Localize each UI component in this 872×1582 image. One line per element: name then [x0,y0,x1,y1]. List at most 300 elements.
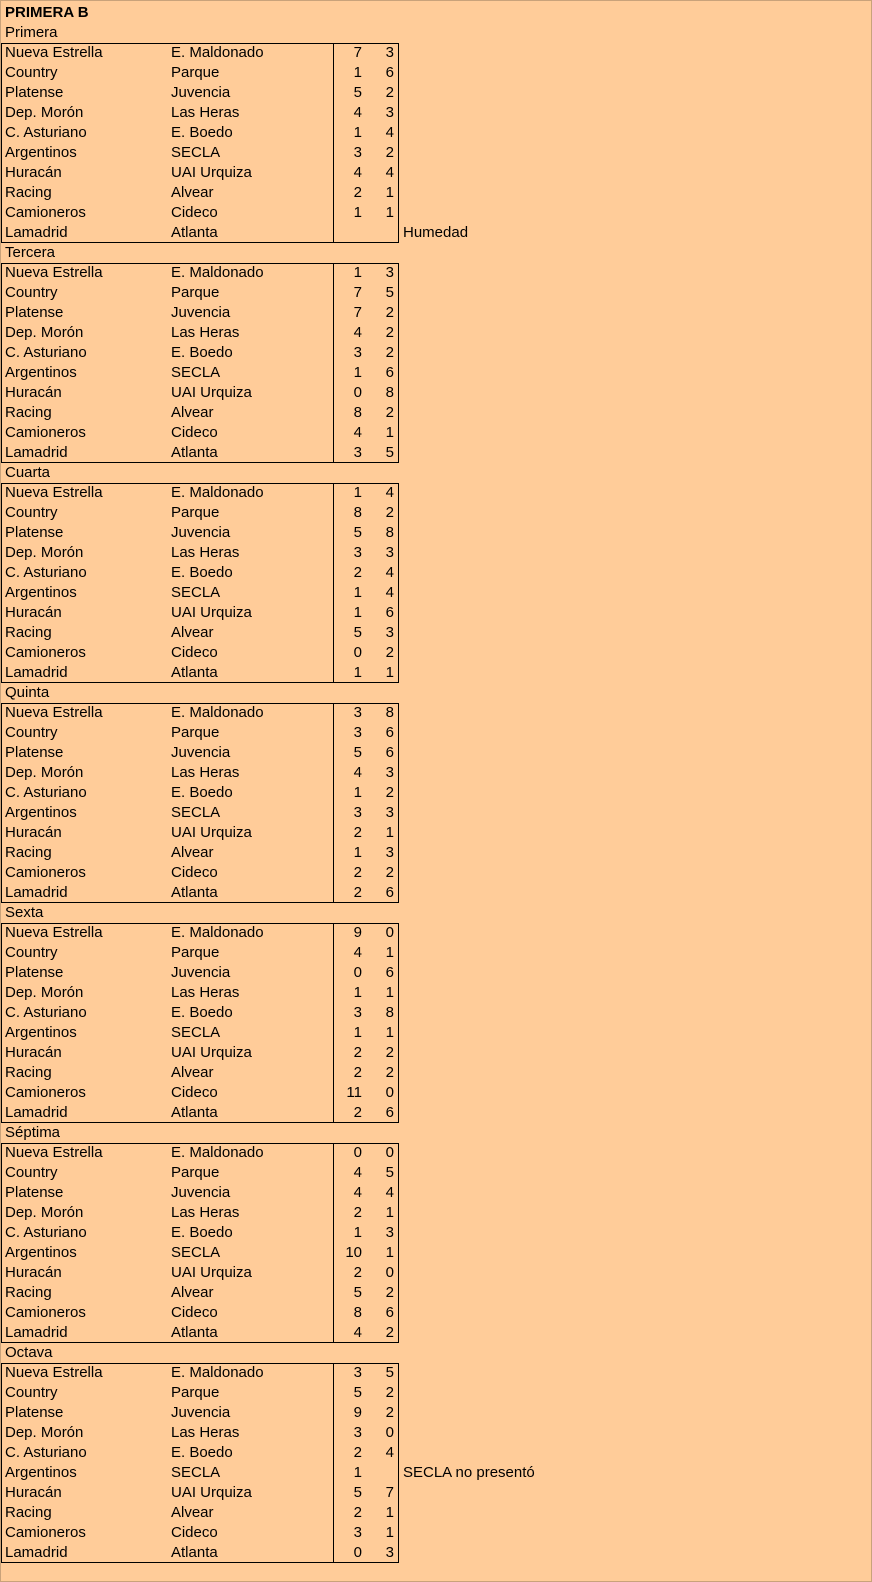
home-score: 5 [353,524,362,541]
match-row [1,1283,601,1303]
home-score: 1 [353,64,362,81]
home-score: 10 [345,1244,362,1261]
home-score: 3 [353,1004,362,1021]
home-score: 3 [353,704,362,721]
home-team: Racing [5,184,52,201]
home-score: 4 [353,1184,362,1201]
away-team: Parque [171,724,220,741]
away-team: Las Heras [171,984,240,1001]
home-score: 2 [353,1044,362,1061]
away-score: 1 [385,664,394,681]
away-team: E. Maldonado [171,704,264,721]
match-row [1,43,601,63]
home-team: C. Asturiano [5,1224,87,1241]
home-team: Argentinos [5,584,77,601]
away-score: 5 [385,1364,394,1381]
home-team: Platense [5,304,64,321]
away-score: 8 [385,524,394,541]
home-team: Nueva Estrella [5,704,103,721]
home-team: Racing [5,1504,52,1521]
home-team: Camioneros [5,864,86,881]
home-team: Argentinos [5,1464,77,1481]
match-table [1,43,469,243]
match-row [1,163,601,183]
away-score: 4 [385,164,394,181]
away-team: Atlanta [171,224,218,241]
home-team: Platense [5,1404,64,1421]
home-team: Racing [5,1284,52,1301]
away-score: 4 [385,1184,394,1201]
home-score: 3 [353,544,362,561]
match-row [1,1103,601,1123]
away-team: UAI Urquiza [171,164,252,181]
away-team: Atlanta [171,1104,218,1121]
home-team: Dep. Morón [5,544,84,561]
home-score: 2 [353,1064,362,1081]
away-score: 4 [385,484,394,501]
away-score: 1 [385,984,394,1001]
match-row [1,143,601,163]
home-team: Argentinos [5,1024,77,1041]
match-table [1,703,399,903]
home-team: Lamadrid [5,1544,68,1561]
category-label: Primera [5,24,58,41]
away-score: 4 [385,124,394,141]
away-score: 2 [385,644,394,661]
away-score: 6 [385,604,394,621]
match-row [1,563,601,583]
home-team: Nueva Estrella [5,264,103,281]
home-score: 1 [353,584,362,601]
home-team: Huracán [5,604,62,621]
category-label: Tercera [5,244,56,261]
away-team: Alvear [171,1064,214,1081]
match-row [1,203,601,223]
home-score: 1 [353,604,362,621]
away-score: 3 [385,104,394,121]
away-score: 3 [385,264,394,281]
home-team: Racing [5,624,52,641]
away-score: 1 [385,424,394,441]
match-row [1,1323,601,1343]
home-score: 4 [353,1164,362,1181]
match-row [1,343,601,363]
home-team: Nueva Estrella [5,1364,103,1381]
away-score: 6 [385,64,394,81]
home-score: 2 [353,1204,362,1221]
away-score: 4 [385,564,394,581]
away-score: 1 [385,184,394,201]
match-row [1,743,601,763]
match-row [1,863,601,883]
home-score: 7 [353,304,362,321]
home-score: 5 [353,1284,362,1301]
match-row [1,1023,601,1043]
away-team: E. Maldonado [171,1144,264,1161]
home-team: Huracán [5,384,62,401]
away-team: E. Boedo [171,1004,233,1021]
match-row [1,1403,601,1423]
away-score: 6 [385,1304,394,1321]
home-score: 2 [353,824,362,841]
away-team: E. Boedo [171,344,233,361]
away-score: 1 [385,824,394,841]
home-score: 1 [353,984,362,1001]
home-team: Country [5,284,58,301]
away-team: Cideco [171,204,218,221]
away-team: UAI Urquiza [171,604,252,621]
away-team: UAI Urquiza [171,1044,252,1061]
away-score: 3 [385,1224,394,1241]
home-team: Racing [5,404,52,421]
home-team: Platense [5,524,64,541]
match-note: Humedad [403,224,469,241]
match-row [1,923,601,943]
away-score: 2 [385,304,394,321]
away-score: 0 [385,924,394,941]
away-team: Cideco [171,864,218,881]
home-score: 4 [353,424,362,441]
home-team: Argentinos [5,1244,77,1261]
away-team: Juvencia [171,744,231,761]
match-row [1,443,601,463]
home-team: Nueva Estrella [5,484,103,501]
away-team: Parque [171,64,220,81]
away-team: Cideco [171,424,218,441]
away-score: 2 [385,864,394,881]
home-team: Camioneros [5,424,86,441]
home-score: 1 [353,784,362,801]
home-team: C. Asturiano [5,1444,87,1461]
home-team: Argentinos [5,364,77,381]
home-score: 3 [353,144,362,161]
match-row [1,1003,601,1023]
home-score: 0 [353,1544,362,1561]
away-score: 2 [385,84,394,101]
home-score: 2 [353,1504,362,1521]
home-score: 7 [353,284,362,301]
match-row [1,1043,601,1063]
home-team: C. Asturiano [5,124,87,141]
match-row [1,263,601,283]
away-team: Alvear [171,1284,214,1301]
home-score: 8 [353,1304,362,1321]
match-row [1,363,601,383]
match-row [1,403,601,423]
match-row [1,1263,601,1283]
away-score: 0 [385,1424,394,1441]
home-score: 4 [353,324,362,341]
home-score: 1 [353,1464,362,1481]
home-team: C. Asturiano [5,784,87,801]
away-team: Juvencia [171,524,231,541]
away-score: 2 [385,504,394,521]
home-team: Camioneros [5,1524,86,1541]
home-team: Camioneros [5,1304,86,1321]
away-score: 2 [385,1404,394,1421]
home-team: C. Asturiano [5,564,87,581]
home-team: Country [5,944,58,961]
away-score: 2 [385,1384,394,1401]
home-score: 2 [353,1444,362,1461]
home-score: 5 [353,1484,362,1501]
match-table [1,483,399,683]
away-score: 1 [385,1504,394,1521]
match-row [1,1423,601,1443]
away-score: 5 [385,284,394,301]
away-score: 5 [385,1164,394,1181]
away-team: Atlanta [171,1324,218,1341]
home-team: Dep. Morón [5,764,84,781]
match-row [1,883,601,903]
home-score: 0 [353,644,362,661]
match-row [1,1523,601,1543]
home-score: 4 [353,164,362,181]
home-team: Dep. Morón [5,324,84,341]
home-score: 3 [353,1524,362,1541]
home-score: 1 [353,844,362,861]
home-team: Huracán [5,1484,62,1501]
away-team: Parque [171,284,220,301]
away-score: 8 [385,1004,394,1021]
match-row [1,1303,601,1323]
match-row [1,643,601,663]
match-row [1,1503,601,1523]
away-score: 3 [385,544,394,561]
match-row [1,783,601,803]
match-row [1,1203,601,1223]
home-score: 3 [353,724,362,741]
home-score: 8 [353,404,362,421]
match-row [1,183,601,203]
away-score: 2 [385,784,394,801]
away-team: E. Maldonado [171,1364,264,1381]
home-team: Dep. Morón [5,1204,84,1221]
match-row [1,1063,601,1083]
home-team: Racing [5,844,52,861]
home-score: 1 [353,264,362,281]
away-score: 2 [385,404,394,421]
category-section [1,23,601,243]
away-score: 1 [385,1204,394,1221]
home-score: 0 [353,964,362,981]
away-team: Las Heras [171,1204,240,1221]
home-team: Platense [5,84,64,101]
away-team: Alvear [171,624,214,641]
away-score: 6 [385,724,394,741]
match-row [1,1243,601,1263]
away-team: SECLA [171,804,221,821]
match-row [1,963,601,983]
match-row [1,223,601,243]
away-score: 1 [385,944,394,961]
home-team: Platense [5,964,64,981]
home-team: Country [5,1164,58,1181]
away-team: Cideco [171,1084,218,1101]
away-score: 8 [385,384,394,401]
away-team: Parque [171,944,220,961]
home-score: 0 [353,384,362,401]
home-score: 7 [353,44,362,61]
away-team: SECLA [171,1024,221,1041]
away-score: 4 [385,584,394,601]
match-row [1,583,601,603]
away-team: SECLA [171,1464,221,1481]
home-team: Racing [5,1064,52,1081]
away-team: Las Heras [171,324,240,341]
match-row [1,703,601,723]
away-score: 1 [385,1244,394,1261]
match-row [1,543,601,563]
home-score: 1 [353,484,362,501]
away-team: UAI Urquiza [171,1484,252,1501]
away-score: 3 [385,844,394,861]
away-team: UAI Urquiza [171,384,252,401]
match-row [1,503,601,523]
away-team: Juvencia [171,964,231,981]
away-team: E. Maldonado [171,44,264,61]
away-score: 2 [385,324,394,341]
away-score: 2 [385,1064,394,1081]
match-row [1,823,601,843]
away-team: E. Boedo [171,564,233,581]
match-row [1,1083,601,1103]
away-team: Las Heras [171,1424,240,1441]
away-team: Cideco [171,644,218,661]
match-row [1,723,601,743]
page-title: PRIMERA B [5,4,89,21]
away-score: 6 [385,364,394,381]
category-label: Octava [5,1344,53,1361]
away-score: 8 [385,704,394,721]
home-score: 2 [353,564,362,581]
home-score: 11 [346,1084,362,1101]
away-team: SECLA [171,364,221,381]
away-team: Cideco [171,1304,218,1321]
match-row [1,323,601,343]
home-score: 8 [353,504,362,521]
category-section [1,1343,601,1563]
match-row [1,283,601,303]
away-team: SECLA [171,584,221,601]
away-team: Juvencia [171,84,231,101]
away-score: 2 [385,144,394,161]
match-row [1,663,601,683]
away-team: Atlanta [171,664,218,681]
home-score: 1 [353,124,362,141]
home-score: 9 [353,1404,362,1421]
away-team: SECLA [171,1244,221,1261]
category-section [1,903,601,1123]
home-score: 1 [353,664,362,681]
home-score: 1 [353,204,362,221]
match-row [1,943,601,963]
away-score: 6 [385,744,394,761]
match-row [1,83,601,103]
match-row [1,1463,601,1483]
home-team: Dep. Morón [5,984,84,1001]
match-row [1,803,601,823]
home-team: Lamadrid [5,1104,68,1121]
away-score: 2 [385,1324,394,1341]
home-team: C. Asturiano [5,344,87,361]
away-team: Alvear [171,1504,214,1521]
match-row [1,1183,601,1203]
away-score: 2 [385,344,394,361]
home-team: Platense [5,1184,64,1201]
home-score: 0 [353,1144,362,1161]
home-team: Huracán [5,164,62,181]
away-score: 1 [385,1024,394,1041]
match-row [1,1383,601,1403]
match-row [1,63,601,83]
away-team: Alvear [171,844,214,861]
home-team: Argentinos [5,804,77,821]
match-row [1,843,601,863]
away-score: 3 [385,764,394,781]
match-table [1,263,399,463]
category-section [1,463,601,683]
home-score: 4 [353,104,362,121]
home-team: Lamadrid [5,224,68,241]
away-score: 7 [385,1484,394,1501]
home-team: Lamadrid [5,1324,68,1341]
home-team: Camioneros [5,204,86,221]
away-team: E. Maldonado [171,264,264,281]
away-score: 0 [385,1144,394,1161]
match-row [1,603,601,623]
home-score: 5 [353,1384,362,1401]
home-score: 4 [353,944,362,961]
home-team: Argentinos [5,144,77,161]
away-team: Juvencia [171,1404,231,1421]
home-score: 1 [353,364,362,381]
home-team: Nueva Estrella [5,924,103,941]
away-team: Las Heras [171,104,240,121]
away-score: 6 [385,964,394,981]
home-team: Platense [5,744,64,761]
away-score: 0 [385,1084,394,1101]
category-label: Séptima [5,1124,61,1141]
away-team: Alvear [171,404,214,421]
home-score: 3 [353,804,362,821]
home-team: C. Asturiano [5,1004,87,1021]
match-row [1,423,601,443]
match-row [1,523,601,543]
home-team: Huracán [5,1264,62,1281]
category-label: Cuarta [5,464,51,481]
match-row [1,483,601,503]
match-row [1,983,601,1003]
away-score: 4 [385,1444,394,1461]
away-score: 2 [385,1044,394,1061]
match-row [1,1143,601,1163]
away-team: E. Boedo [171,1224,233,1241]
away-team: Las Heras [171,764,240,781]
home-team: Country [5,724,58,741]
home-team: Dep. Morón [5,104,84,121]
away-team: E. Maldonado [171,484,264,501]
away-score: 5 [385,444,394,461]
home-score: 3 [353,1424,362,1441]
home-score: 2 [353,884,362,901]
match-row [1,383,601,403]
home-team: Lamadrid [5,664,68,681]
away-team: E. Boedo [171,124,233,141]
home-score: 3 [353,444,362,461]
away-team: SECLA [171,144,221,161]
away-score: 1 [385,204,394,221]
